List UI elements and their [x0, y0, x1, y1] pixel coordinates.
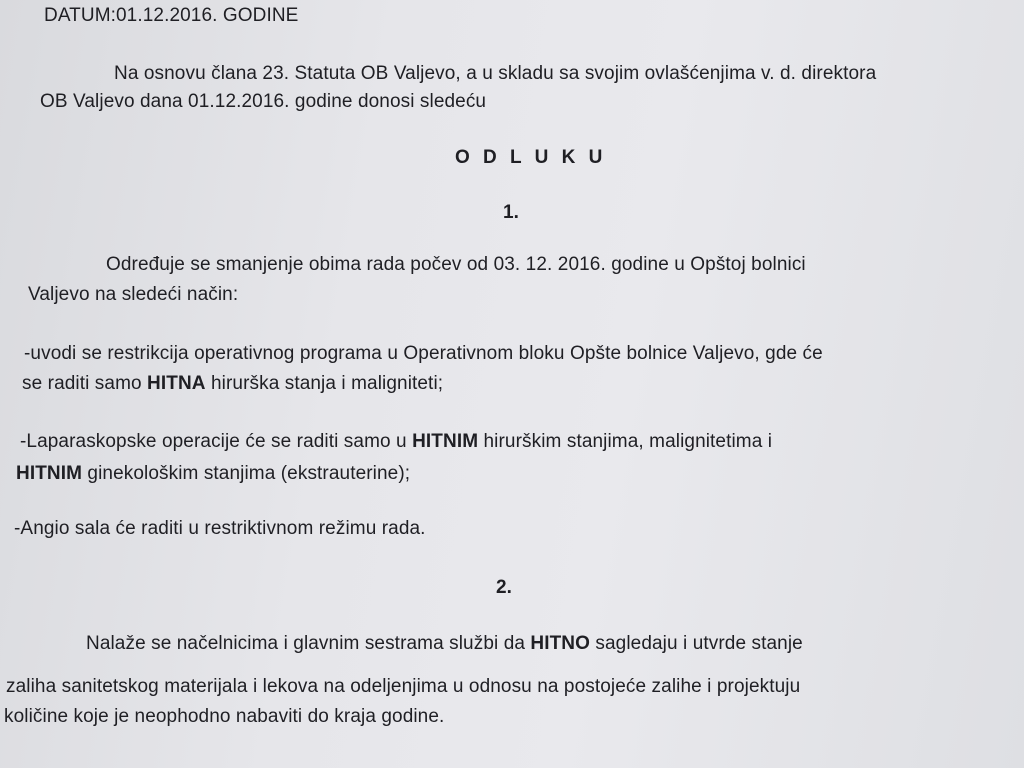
date-line: DATUM:01.12.2016. GODINE [44, 5, 299, 26]
decision-title: O D L U K U [455, 147, 607, 168]
item-1-line-1: -uvodi se restrikcija operativnog programa u Operativnom bloku Opšte bolnice Valjevo, gde će [24, 343, 823, 364]
item-1-line-2-text: se raditi samo [22, 373, 148, 394]
intro-line-1: Na osnovu člana 23. Statuta OB Valjevo, a u skladu sa svojim ovlašćenjima v. d. direktora [114, 63, 877, 84]
item-2-line-1-text: -Laparaskopske operacije će se raditi samo u [20, 431, 413, 452]
section-2-number: 2. [496, 577, 512, 598]
section-2-line-1-text: Nalaže se načelnicima i glavnim sestrama službi da [86, 633, 531, 654]
item-2-line-2 [16, 462, 410, 486]
item-1-emphasis: HITNA [147, 373, 206, 394]
item-1-line-2 [22, 372, 443, 396]
section-2-paragraph-line-3: količine koje je neophodno nabaviti do kraja godine. [4, 706, 445, 727]
intro-line-2: OB Valjevo dana 01.12.2016. godine donosi sledeću [40, 91, 487, 112]
section-2-line-1-rest: sagledaju i utvrde stanje [590, 633, 803, 654]
item-2-line-1-rest: hirurškim stanjima, malignitetima i [478, 431, 773, 452]
section-1-paragraph-line-1: Određuje se smanjenje obima rada počev od 03. 12. 2016. godine u Opštoj bolnici [106, 254, 806, 275]
item-1-line-2-rest: hirurška stanja i maligniteti; [205, 373, 444, 394]
item-2-emphasis: HITNIM [412, 431, 479, 452]
item-3: -Angio sala će raditi u restriktivnom režimu rada. [14, 518, 426, 539]
item-2-line-2-rest: ginekološkim stanjima (ekstrauterine); [82, 463, 411, 484]
item-2-line-1 [20, 430, 772, 454]
section-1-number: 1. [503, 202, 519, 223]
section-2-emphasis: HITNO [530, 633, 591, 654]
section-2-paragraph-line-1 [86, 632, 803, 656]
section-1-paragraph-line-2: Valjevo na sledeći način: [28, 284, 239, 305]
item-2-line-2-emphasis: HITNIM [16, 463, 83, 484]
section-2-paragraph-line-2: zaliha sanitetskog materijala i lekova na odeljenjima u odnosu na postojeće zalihe i projektuju [6, 676, 801, 697]
